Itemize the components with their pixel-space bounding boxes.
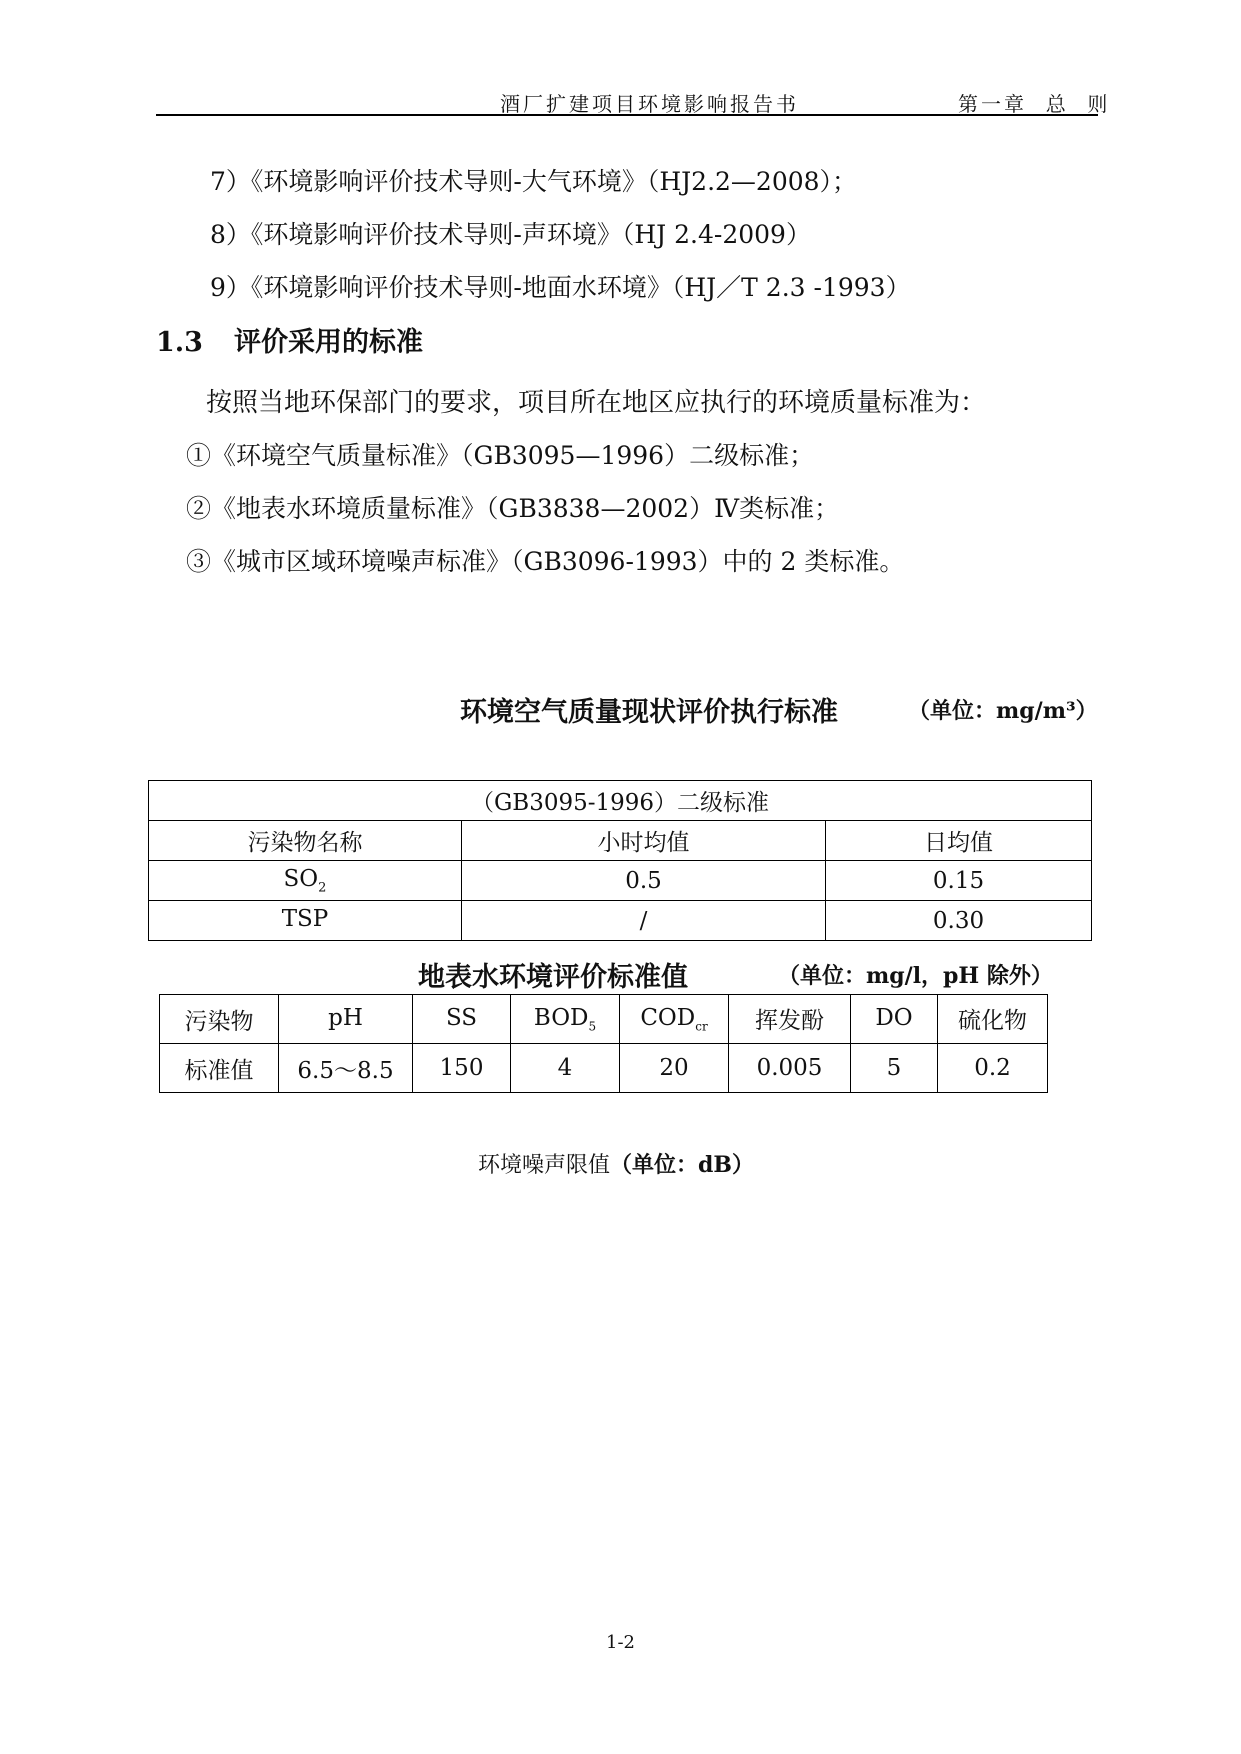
reference-item-9: 9）《环境影响评价技术导则-地面水环境》（HJ／T 2.3 -1993） xyxy=(210,273,911,302)
table-row xyxy=(160,995,1048,1044)
surface-water-table xyxy=(159,994,1048,1093)
water-value-phenol: 0.005 xyxy=(729,1044,851,1093)
water-row-label: 污染物 xyxy=(160,995,279,1044)
water-header-ss: SS xyxy=(413,995,511,1044)
water-header-phenol: 挥发酚 xyxy=(729,995,851,1044)
water-value-sulfide: 0.2 xyxy=(938,1044,1048,1093)
reference-item-8: 8）《环境影响评价技术导则-声环境》（HJ 2.4-2009） xyxy=(210,220,811,249)
water-header-bod5: $BOD_5$ xyxy=(511,995,620,1044)
water-value-bod5: 4 xyxy=(511,1044,620,1093)
reference-item-7: 7）《环境影响评价技术导则-大气环境》（HJ2.2—2008）； xyxy=(210,167,858,196)
noise-title-unit: （单位：dB） xyxy=(610,1152,754,1178)
table-row xyxy=(160,1044,1048,1093)
air-table-unit: （单位：mg/m³） xyxy=(908,698,1098,724)
standard-item-water: ②《地表水环境质量标准》（GB3838—2002）Ⅳ类标准； xyxy=(186,494,840,523)
noise-title-text: 环境噪声限值 xyxy=(478,1153,611,1178)
standard-item-air: ①《环境空气质量标准》（GB3095—1996）二级标准； xyxy=(186,441,815,470)
table-row xyxy=(149,901,1092,941)
running-header-chapter: 第一章 总 则 xyxy=(958,92,1111,116)
air-cell-pollutant: TSP xyxy=(149,901,462,941)
section-title: 评价采用的标准 xyxy=(234,327,423,358)
section-number: 1.3 xyxy=(156,327,203,358)
water-header-ph: pH xyxy=(279,995,413,1044)
water-value-ss: 150 xyxy=(413,1044,511,1093)
water-value-codcr: 20 xyxy=(620,1044,729,1093)
water-table-title: 地表水环境评价标准值 xyxy=(418,962,688,993)
air-table-title: 环境空气质量现状评价执行标准 xyxy=(460,697,838,728)
water-header-codcr: $COD_{cr}$ xyxy=(620,995,729,1044)
section-heading xyxy=(156,320,423,359)
running-header-title: 酒厂扩建项目环境影响报告书 xyxy=(500,92,799,116)
water-header-do: DO xyxy=(851,995,938,1044)
air-header-pollutant: 污染物名称 xyxy=(149,821,462,861)
table-row xyxy=(149,781,1092,821)
air-cell-hourly: 0.5 xyxy=(462,861,826,901)
water-row-label: 标准值 xyxy=(160,1044,279,1093)
page-number: 1-2 xyxy=(606,1632,635,1653)
noise-table-title xyxy=(478,1148,754,1179)
header-divider xyxy=(156,114,1098,116)
standard-item-noise: ③《城市区域环境噪声标准》（GB3096-1993）中的 2 类标准。 xyxy=(186,547,905,576)
air-cell-daily: 0.30 xyxy=(826,901,1092,941)
water-header-sulfide: 硫化物 xyxy=(938,995,1048,1044)
intro-paragraph: 按照当地环保部门的要求，项目所在地区应执行的环境质量标准为： xyxy=(206,388,987,418)
water-value-do: 5 xyxy=(851,1044,938,1093)
table-row xyxy=(149,821,1092,861)
air-cell-hourly: / xyxy=(462,901,826,941)
air-quality-table xyxy=(148,780,1092,941)
air-cell-pollutant: $SO_2$ xyxy=(149,861,462,901)
water-table-unit: （单位：mg/l，pH 除外） xyxy=(778,963,1053,989)
table-row xyxy=(149,861,1092,901)
air-standard-cell: （GB3095-1996）二级标准 xyxy=(149,781,1092,821)
air-cell-daily: 0.15 xyxy=(826,861,1092,901)
air-header-daily: 日均值 xyxy=(826,821,1092,861)
air-header-hourly: 小时均值 xyxy=(462,821,826,861)
water-value-ph: 6.5～8.5 xyxy=(279,1044,413,1093)
